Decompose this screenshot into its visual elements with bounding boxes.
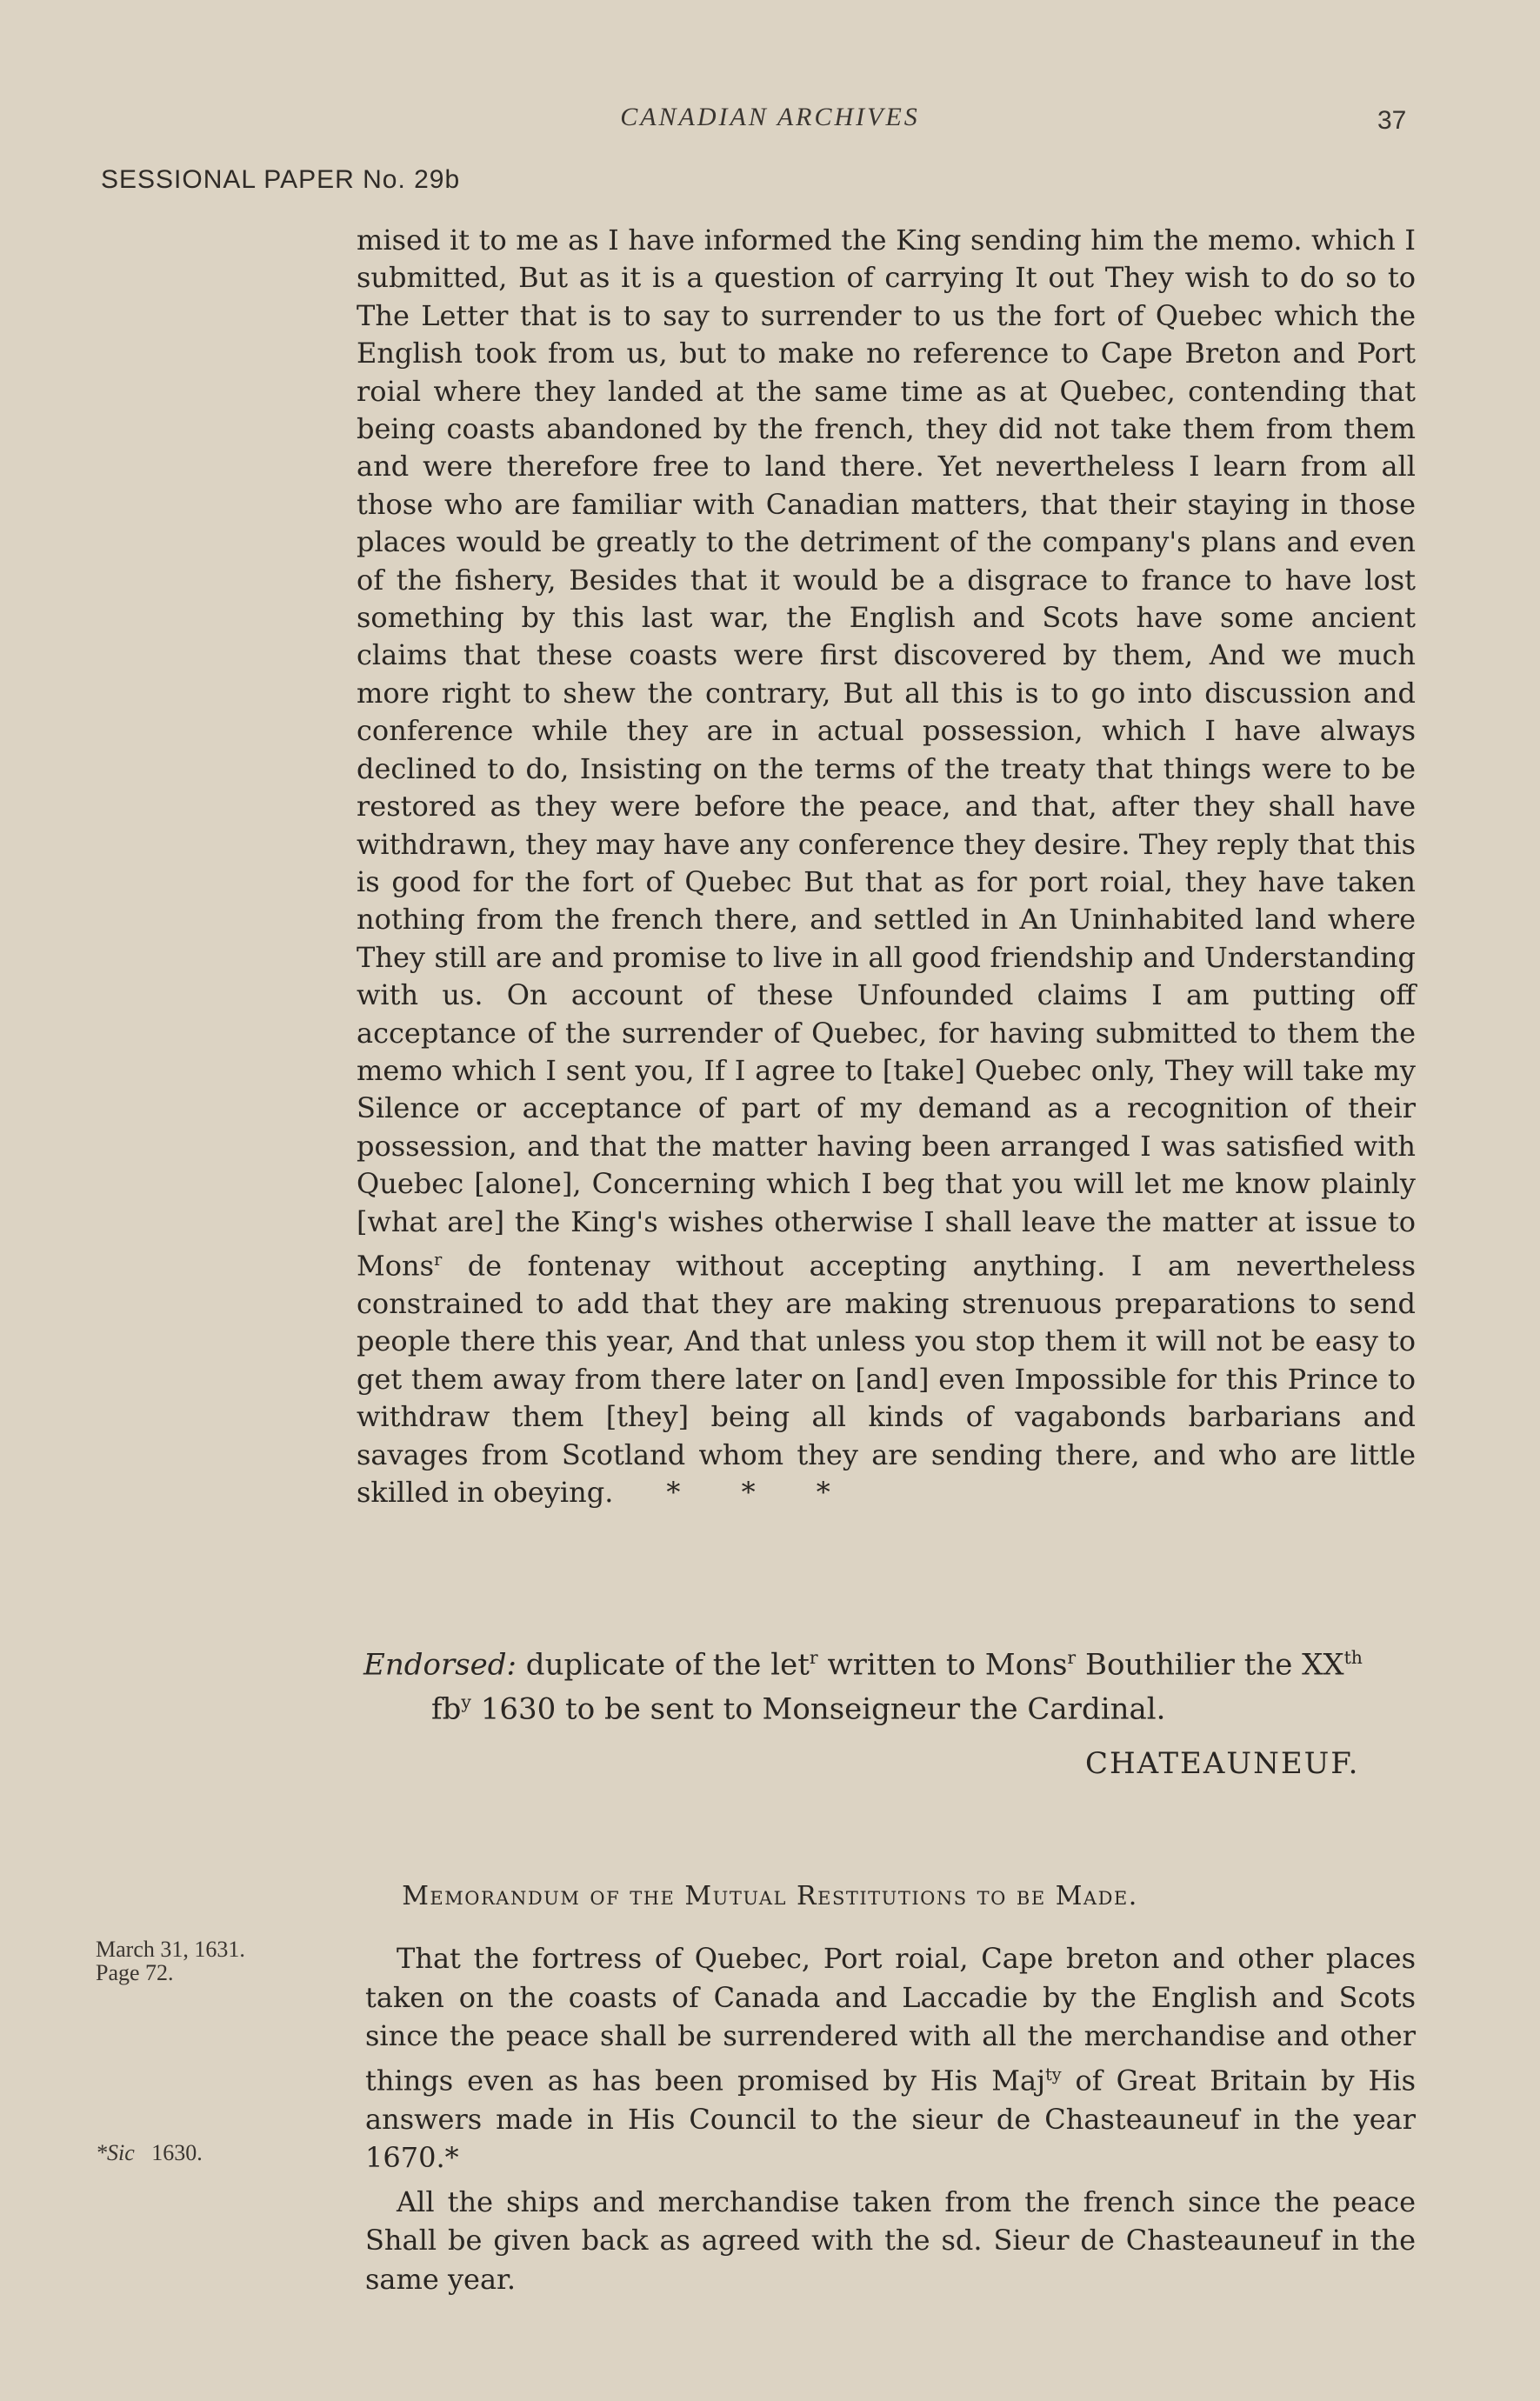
superscript: r xyxy=(809,1647,818,1668)
endorsement-text: duplicate of the let xyxy=(517,1647,810,1683)
endorsement-text: written to Mons xyxy=(817,1647,1068,1683)
letter-text-continued: de fontenay without accepting anything. I am nevertheless constrained to add that they are making strenuous preparations to send people there this year, And that unless you stop them it will not be easy to get them away from there later on [and] even Impossible for this Prince to withdraw them [they] being all kinds of vagabonds barbarians and savages from Scotland whom they are sending there, and who are little skilled in obeying. xyxy=(357,1249,1416,1510)
memorandum-body xyxy=(365,1939,1416,2304)
endorsement-line-2 xyxy=(363,1684,1416,1728)
endorsement-text: 1630 to be sent to Monseigneur the Cardinal. xyxy=(470,1691,1166,1727)
letter-text: mised it to me as I have informed the King sending him the memo. which I submitted, But as it is a question of carrying It out They wish to do so to The Letter that is to say to surrender to us the fort of Quebec which the English took from us, but to make no reference to Cape Breton and Port roial where they landed at the same time as at Quebec, contending that being coasts abandoned by the french, they did not take them from them and were therefore free to land there. Yet nevertheless I learn from all those who are familiar with Canadian matters, that their staying in those places would be greatly to the detriment of the company's plans and even of the fishery, Besides that it would be a disgrace to france to have lost something by this last war, the English and Scots have some ancient claims that these coasts were first discovered by them, And we much more right to shew the contrary, But all this is to go into discussion and conference while they are in actual possession, which I have always declined to do, Insisting on the terms of the treaty that things were to be restored as they were before the peace, and that, after they shall have withdrawn, they may have any conference they desire. They reply that this is good for the fort of Quebec But that as for port roial, they have taken nothing from the french there, and settled in An Uninhabited land where They still are and promise to live in all good friendship and Understanding with us. On account of these Unfounded claims I am putting off acceptance of the surrender of Quebec, for having submitted to them the memo which I sent you, If I agree to [take] Quebec only, They will take my Silence or acceptance of part of my demand as a recognition of their possession, and that the matter having been arranged I was satisfied with Quebec [alone], Concerning which I beg that you will let me know plainly [what are] the King's wishes otherwise I shall leave the matter at issue to Mons xyxy=(357,223,1416,1283)
memorandum-paragraph: All the ships and merchandise taken from the french since the peace Shall be given back as agreed with the sd. Sieur de Chasteauneuf in the same year. xyxy=(365,2184,1416,2296)
memorandum-title: Memorandum of the Mutual Restitutions to be Made. xyxy=(402,1881,1138,1911)
signature: CHATEAUNEUF. xyxy=(1085,1746,1360,1781)
superscript: th xyxy=(1343,1647,1363,1668)
endorsement-text: fb xyxy=(431,1691,462,1727)
memo-text: That the fortress of Quebec, Port roial, Cape breton and other places taken on the coasts of Canada and Laccadie by the English and Scots since the peace shall be surrendered with all the merchandise and other things even as has been promised by His Maj xyxy=(365,1942,1416,2098)
margin-note-sic xyxy=(96,2141,203,2164)
superscript: y xyxy=(461,1691,471,1713)
sic-year: 1630. xyxy=(151,2140,203,2165)
margin-page: Page 72. xyxy=(96,1960,174,1985)
letter-body xyxy=(357,222,1416,1511)
sic-label: *Sic xyxy=(96,2140,135,2165)
superscript: ty xyxy=(1045,2064,1062,2084)
page-number: 37 xyxy=(1377,106,1407,135)
superscript: r xyxy=(1067,1647,1077,1668)
endorsement-label: Endorsed: xyxy=(363,1647,517,1683)
asterisks: * * * xyxy=(666,1476,830,1510)
sessional-paper-label: SESSIONAL PAPER No. 29b xyxy=(101,165,461,194)
running-head: CANADIAN ARCHIVES xyxy=(620,103,920,131)
endorsement xyxy=(363,1639,1416,1729)
endorsement-text: Bouthilier the XX xyxy=(1076,1647,1344,1683)
memo-text: of Great Britain by His answers made in His Council to the sieur de Chasteauneuf in the year 1670.* xyxy=(365,2064,1417,2175)
superscript: r xyxy=(434,1249,443,1270)
memorandum-paragraph xyxy=(365,1939,1416,2178)
margin-date: March 31, 1631. xyxy=(96,1937,245,1962)
margin-note-date xyxy=(96,1937,245,1984)
letter-paragraph xyxy=(357,222,1416,1511)
